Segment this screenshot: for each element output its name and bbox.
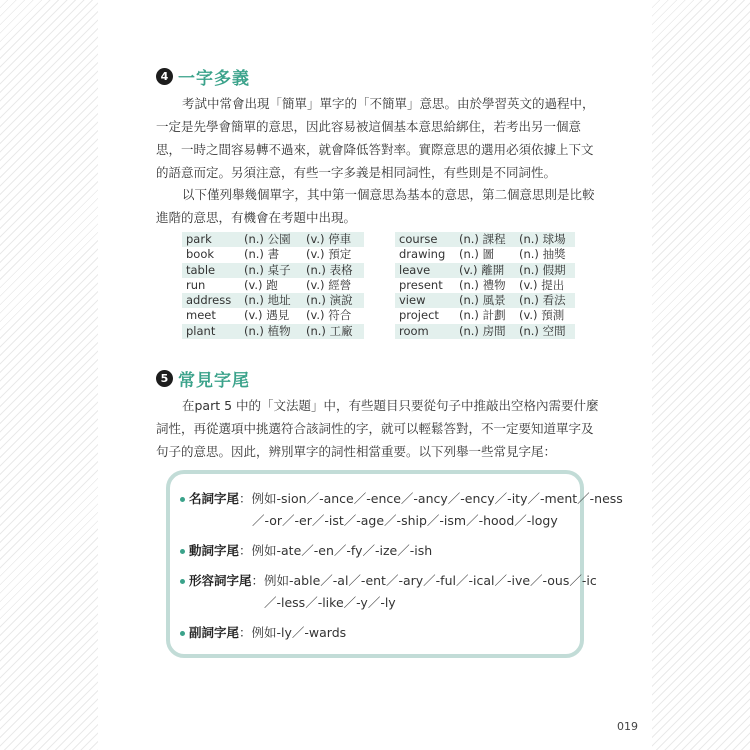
word: course (399, 232, 438, 246)
word-row (182, 263, 364, 278)
text-line: 在part 5 中的「文法題」中，有些題目只要從句子中推敲出空格內需要什麼 (182, 398, 599, 413)
word-row (395, 278, 575, 293)
word: address (186, 293, 232, 308)
suffix-label: 副詞字尾 (189, 625, 240, 640)
section-5-number: 5 (156, 370, 173, 387)
meaning-advanced: (v.) 預測 (519, 308, 565, 323)
word-row (395, 324, 575, 339)
suffix-label: 動詞字尾 (189, 543, 240, 558)
text-line: 一定是先學會簡單的意思，因此容易被這個基本意思給綁住，若考出另一個意 (156, 119, 582, 134)
section-4-paragraph-1 (156, 92, 595, 184)
meaning-basic: (n.) 課程 (459, 232, 506, 246)
word: leave (399, 262, 431, 277)
meaning-advanced: (n.) 工廠 (306, 323, 353, 338)
meaning-basic: (n.) 禮物 (459, 277, 506, 292)
word-row (182, 232, 364, 247)
meaning-advanced: (n.) 演說 (306, 293, 353, 308)
text-line: 詞性，再從選項中挑選符合該詞性的字，就可以輕鬆答對，不一定要知道單字及 (156, 421, 594, 436)
suffix-label: 名詞字尾 (189, 491, 240, 506)
book-page (98, 0, 652, 750)
suffix-box (166, 470, 623, 658)
word: present (399, 277, 443, 292)
meaning-advanced: (v.) 預定 (306, 247, 352, 262)
text-line: 思，一時之間容易轉不過來，就會降低答對率。實際意思的選用必須依據上下文 (156, 142, 594, 157)
meaning-advanced: (v.) 停車 (306, 232, 352, 246)
text-line: 句子的意思。因此，辨別單字的詞性相當重要。以下列舉一些常見字尾： (156, 444, 557, 459)
section-5-heading (156, 366, 250, 391)
suffix-examples: ：例如-sion／-ance／-ence／-ancy／-ency／-ity／-ment／-ness (239, 491, 623, 506)
meaning-basic: (v.) 跑 (244, 277, 278, 292)
word-row (395, 293, 575, 308)
meaning-basic: (n.) 公園 (244, 232, 291, 246)
word-row (395, 308, 575, 323)
suffix-item-verb (180, 540, 432, 562)
word: table (186, 262, 216, 277)
word-row (395, 232, 575, 247)
section-5-paragraph (156, 394, 599, 463)
meaning-basic: (n.) 地址 (244, 293, 291, 308)
meaning-basic: (n.) 風景 (459, 293, 506, 308)
meaning-basic: (n.) 房間 (459, 323, 506, 338)
text-line: 的語意而定。另須注意，有些一字多義是相同詞性，有些則是不同詞性。 (156, 165, 557, 180)
meaning-advanced: (n.) 空間 (519, 323, 566, 338)
meaning-basic: (n.) 桌子 (244, 262, 291, 277)
word-table-left (182, 232, 364, 339)
meaning-advanced: (v.) 提出 (519, 277, 565, 292)
suffix-item-adverb (180, 622, 346, 644)
word: drawing (399, 247, 446, 262)
word: project (399, 308, 439, 323)
word-row (182, 278, 364, 293)
section-5-title: 常見字尾 (178, 371, 250, 391)
section-4-title: 一字多義 (178, 69, 250, 89)
suffix-item-adjective (180, 570, 597, 614)
meaning-basic: (n.) 圖 (459, 247, 495, 262)
meaning-advanced: (n.) 表格 (306, 262, 353, 277)
word: meet (186, 308, 216, 323)
meaning-basic: (n.) 書 (244, 247, 280, 262)
page-number: 019 (617, 720, 638, 733)
word: plant (186, 323, 216, 338)
bullet-icon (180, 631, 185, 636)
word-row (182, 293, 364, 308)
bullet-icon (180, 549, 185, 554)
section-4-number: 4 (156, 68, 173, 85)
text-line: 以下僅列舉幾個單字，其中第一個意思為基本的意思，第二個意思則是比較 (182, 187, 595, 202)
suffix-examples: ：例如-ate／-en／-fy／-ize／-ish (239, 543, 433, 558)
meaning-advanced: (v.) 經營 (306, 277, 352, 292)
word: park (186, 232, 212, 246)
word: view (399, 293, 426, 308)
meaning-advanced: (n.) 假期 (519, 262, 566, 277)
meaning-basic: (n.) 計劃 (459, 308, 506, 323)
text-line: 進階的意思，有機會在考題中出現。 (156, 210, 357, 225)
suffix-examples-continued: ／-less／-like／-y／-ly (264, 595, 396, 610)
word-row (395, 263, 575, 278)
section-4-paragraph-2 (156, 183, 595, 229)
background-stripes-left (0, 0, 98, 750)
word-row (182, 324, 364, 339)
bullet-icon (180, 497, 185, 502)
suffix-item-noun (180, 488, 623, 532)
word: room (399, 323, 429, 338)
bullet-icon (180, 579, 185, 584)
meaning-basic: (v.) 遇見 (244, 308, 290, 323)
section-4-heading (156, 64, 250, 89)
word: run (186, 277, 206, 292)
meaning-basic: (n.) 植物 (244, 323, 291, 338)
meaning-basic: (v.) 離開 (459, 262, 505, 277)
word-row (182, 308, 364, 323)
word-row (182, 247, 364, 262)
suffix-label: 形容詞字尾 (189, 573, 252, 588)
word-row (395, 247, 575, 262)
meaning-advanced: (n.) 看法 (519, 293, 566, 308)
word-table-right (395, 232, 575, 339)
meaning-advanced: (v.) 符合 (306, 308, 352, 323)
suffix-examples: ：例如-able／-al／-ent／-ary／-ful／-ical／-ive／-ous／-ic (251, 573, 597, 588)
word: book (186, 247, 215, 262)
text-line: 考試中常會出現「簡單」單字的「不簡單」意思。由於學習英文的過程中， (182, 96, 595, 111)
background-stripes-right (652, 0, 750, 750)
suffix-examples: ：例如-ly／-wards (239, 625, 347, 640)
meaning-advanced: (n.) 球場 (519, 232, 566, 246)
meaning-advanced: (n.) 抽獎 (519, 247, 566, 262)
suffix-examples-continued: ／-or／-er／-ist／-age／-ship／-ism／-hood／-logy (252, 513, 558, 528)
